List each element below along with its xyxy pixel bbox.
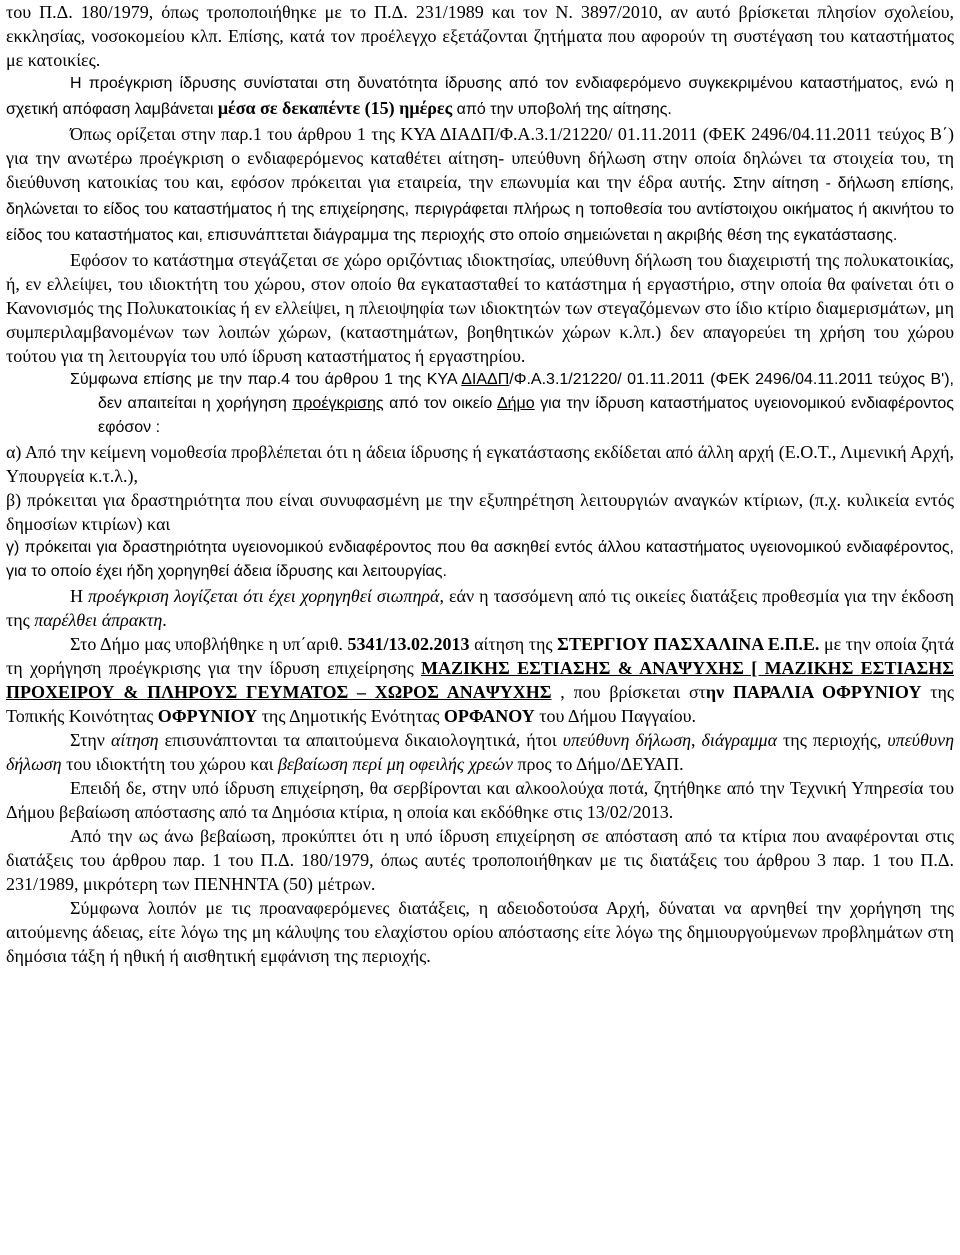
paragraph-horizontal-ownership: Εφόσον το κατάστημα στεγάζεται σε χώρο οριζόντιας ιδιοκτησίας, υπεύθυνη δήλωση του διαχειριστή της πολυκατοικίας, ή, εν ελλείψει, του ιδιοκτήτη του χώρου, στον οποίο θα εγκατασταθεί το κατάστημα ή εργαστήριο, στην οποία θα φαίνεται ότι ο Κανονισμός της Πολυκατοικίας ή εν ελλείψει, η πλειοψηφία των ιδιοκτητών των στεγαζόμενων στο ίδιο κτίριο διαμερισμάτων, μη συμπεριλαμβανομένων των λοιπών χώρων, (καταστημάτων, βοηθητικών χώρων κ.λπ.) δεν απαγορεύει τη χρήση του χώρου τούτου για τη λειτουργία του υπό ίδρυση καταστήματος ή εργαστηρίου. <box>6 250 954 366</box>
text: ΔΙΑΔΠ <box>461 371 510 388</box>
text: , εάν η τασσόμενη από τις οικείες διατάξεις προθεσμία για την έκδοση της <box>6 586 954 630</box>
text: Η <box>70 586 89 606</box>
text: αίτηση της <box>469 634 558 654</box>
deadline-text: μέσα σε δεκαπέντε (15) ημέρες <box>217 98 453 118</box>
text: παρέλθει άπρακτη <box>34 610 163 630</box>
text: με την οποία ζητά τη χορήγηση προέγκρισης για την ίδρυση επιχείρησης <box>6 634 954 678</box>
text: από τον οικείο <box>383 395 497 412</box>
text: βεβαίωση περί μη οφειλής χρεών <box>277 754 513 774</box>
text: προς το Δήμο/ΔΕΥΑΠ. <box>512 754 684 774</box>
text: του ιδιοκτήτη του χώρου και <box>61 754 278 774</box>
text: Στην <box>70 730 111 750</box>
location: ην ΠΑΡΑΛΙΑ ΟΦΡΥΝΙΟΥ <box>705 682 922 702</box>
text: επισυνάπτονται τα απαιτούμενα δικαιολογητικά, ήτοι <box>158 730 563 750</box>
paragraph-application-submitted <box>6 632 954 728</box>
text: Όπως ορίζεται στην παρ.1 του άρθρου 1 της ΚΥΑ ΔΙΑΔΠ/Φ.Α.3.1/21220/ 01.11.2011 (ΦΕΚ 2496/04.11.2011 τεύχος Β΄) για την ανωτέρω προέγκριση ο ενδιαφερόμενος καταθέτει αίτηση- υπεύθυνη δήλωση στην οποία δηλώνει τα στοιχεία του, τη διεύθυνση κατοικίας του και, εφόσον πρόκειται για εταιρεία, την επωνυμία και την έδρα αυτής. <box>6 124 954 192</box>
municipal-unit: ΟΡΦΑΝΟΥ <box>443 706 535 726</box>
text: προέγκρισης <box>292 395 384 412</box>
text: για την ίδρυση καταστήματος υγειονομικού ενδιαφέροντος εφόσον : <box>98 395 955 436</box>
text: υπεύθυνη δήλωση <box>6 730 955 774</box>
paragraph-conclusion: Σύμφωνα λοιπόν με τις προαναφερόμενες διατάξεις, η αδειοδοτούσα Αρχή, δύναται να αρνηθεί την χορήγηση της αιτούμενης άδειας, είτε λόγω της μη κάλυψης του ελαχίστου ορίου απόστασης είτε λόγω της δημιουργούμενων προβλημάτων στη δημόσια τάξη ή ηθική ή αισθητική εμφάνιση της περιοχής. <box>6 898 954 966</box>
text: /Φ.Α.3.1/21220/ 01.11.2011 (ΦΕΚ 2496/04.11.2011 τεύχος Β'), δεν απαιτείται η χορήγηση <box>98 371 954 412</box>
text: , που βρίσκεται στ <box>551 682 706 702</box>
text: προέγκριση λογίζεται ότι έχει χορηγηθεί σιωπηρά <box>88 586 440 606</box>
text: Η προέγκριση ίδρυσης συνίσταται στη δυνατότητα ίδρυσης από τον ενδιαφερόμενο συγκεκριμένου καταστήματος, ενώ η σχετική απόφαση λαμβάνεται <box>6 75 954 118</box>
text: της Δημοτικής Ενότητας <box>257 706 444 726</box>
list-item-a: α) Από την κείμενη νομοθεσία προβλέπεται ότι η άδεια ίδρυσης ή εγκατάστασης εκδίδεται από άλλη αρχή (Ε.Ο.Τ., Λιμενική Αρχή, Υπουργεία κ.τ.λ.), <box>6 442 954 486</box>
list-item-c: γ) πρόκειται για δραστηριότητα υγειονομικού ενδιαφέροντος που θα ασκηθεί εντός άλλου καταστήματος υγειονομικού ενδιαφέροντος, για το οποίο έχει ήδη χορηγηθεί άδεια ίδρυσης και λειτουργίας. <box>6 539 954 580</box>
text: , <box>691 730 702 750</box>
text: της περιοχής, <box>777 730 888 750</box>
text: από την υποβολή της αίτησης. <box>452 101 672 118</box>
list-item-b: β) πρόκειται για δραστηριότητα που είναι συνυφασμένη με την εξυπηρέτηση λειτουργιών αναγκών κτίριων, (π.χ. κυλικεία εντός δημοσίων κτιρίων) και <box>6 490 954 534</box>
paragraph-exemption <box>6 368 954 440</box>
text: Στην αίτηση - δήλωση επίσης, δηλώνεται το είδος του καταστήματος ή της επιχείρησης, περιγράφεται πλήρως η τοποθεσία του αντίστοιχου οικήματος ή ακινήτου το είδος του καταστήματος και, επισυνάπτεται διάγραμμα της περιοχής στο οποίο σημειώνεται η ακριβής θέση της εγκατάστασης. <box>6 175 955 244</box>
paragraph-intro-continuation: του Π.Δ. 180/1979, όπως τροποποιήθηκε με το Π.Δ. 231/1989 και τον Ν. 3897/2010, αν αυτό βρίσκεται πλησίον σχολείου, εκκλησίας, νοσοκομείου κλπ. Επίσης, κατά τον προέλεγχο εξετάζονται ζητήματα που αφορούν τη συστέγαση του καταστήματος με κατοικίες. <box>6 2 954 70</box>
text: . <box>162 610 167 630</box>
applicant-name: ΣΤΕΡΓΙΟΥ ΠΑΣΧΑΛΙΝΑ Ε.Π.Ε. <box>557 634 820 654</box>
text: της Τοπικής Κοινότητας <box>6 682 955 726</box>
application-number: 5341/13.02.2013 <box>347 634 470 654</box>
text: του Δήμου Παγγαίου. <box>534 706 696 726</box>
paragraph-alcohol: Επειδή δε, στην υπό ίδρυση επιχείρηση, θα σερβίρονται και αλκοολούχα ποτά, ζητήθηκε από την Τεχνική Υπηρεσία του Δήμου βεβαίωση απόστασης από τα Δημόσια κτίρια, η οποία και εκδόθηκε στις 13/02/2013. <box>6 778 954 822</box>
business-type: ΜΑΖΙΚΗΣ ΕΣΤΙΑΣΗΣ & ΑΝΑΨΥΧΗΣ [ ΜΑΖΙΚΗΣ ΕΣΤΙΑΣΗΣ ΠΡΟΧΕΙΡΟΥ & ΠΛΗΡΟΥΣ ΓΕΥΜΑΤΟΣ – ΧΩΡΟΣ ΑΝΑΨΥΧΗΣ <box>6 658 954 702</box>
text: Σύμφωνα επίσης με την παρ.4 του άρθρου 1 της ΚΥΑ <box>70 371 462 388</box>
community: ΟΦΡΥΝΙΟΥ <box>157 706 258 726</box>
text: αίτηση <box>110 730 159 750</box>
paragraph-distance: Από την ως άνω βεβαίωση, προκύπτει ότι η υπό ίδρυση επιχείρηση σε απόσταση από τα κτίρια που αναφέρονται στις διατάξεις του άρθρου παρ. 1 του Π.Δ. 180/1979, όπως αυτές τροποποιήθηκαν με τις διατάξεις του άρθρου 3 παρ. 1 του Π.Δ. 231/1989, μικρότερη των ΠΕΝΗΝΤΑ (50) μέτρων. <box>6 826 954 894</box>
paragraph-attachments <box>6 728 954 776</box>
text: Δήμο <box>496 395 535 412</box>
paragraph-tacit-approval <box>6 584 954 632</box>
paragraph-kya-application <box>6 122 954 248</box>
paragraph-preapproval <box>6 72 954 122</box>
text: διάγραμμα <box>701 730 778 750</box>
text: υπεύθυνη δήλωση <box>562 730 691 750</box>
text: Στο Δήμο μας υποβλήθηκε η υπ΄αριθ. <box>70 634 348 654</box>
